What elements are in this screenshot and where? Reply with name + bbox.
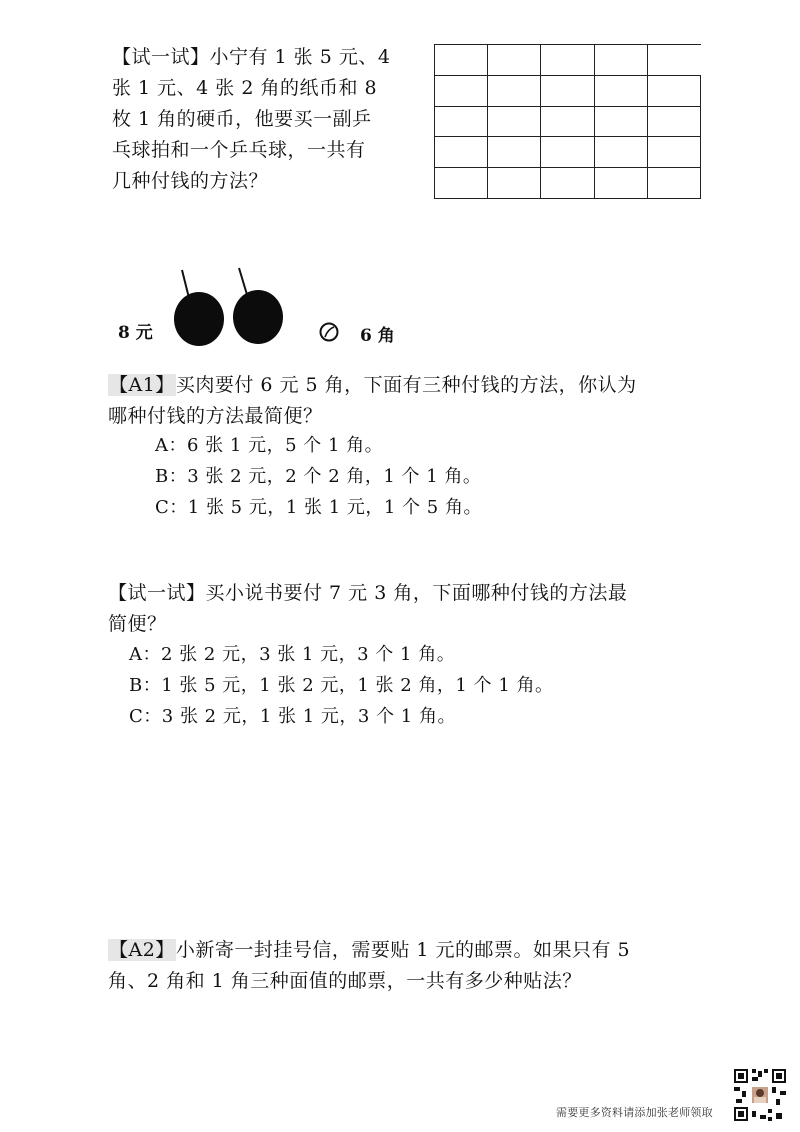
ping-pong-paddles-icon bbox=[168, 266, 288, 346]
question-tag: 【试一试】 bbox=[108, 582, 206, 604]
grid-cell bbox=[594, 106, 647, 137]
question-line: 角、2 角和 1 角三种面值的邮票，一共有多少种贴法？ bbox=[108, 970, 582, 992]
grid-cell bbox=[541, 45, 594, 76]
grid-cell bbox=[488, 137, 541, 168]
question-line: 枚 1 角的硬币，他要买一副乒 bbox=[112, 108, 372, 130]
question-try-2 bbox=[108, 578, 627, 640]
grid-cell bbox=[488, 45, 541, 76]
paddle-left bbox=[174, 292, 224, 346]
option-c: C：3 张 2 元，1 张 1 元，3 个 1 角。 bbox=[129, 706, 456, 727]
question-line: 张 1 元、4 张 2 角的纸币和 8 bbox=[112, 77, 378, 99]
option-a: A：2 张 2 元，3 张 1 元，3 个 1 角。 bbox=[129, 644, 456, 665]
grid-cell bbox=[541, 168, 594, 199]
grid-cell bbox=[435, 168, 488, 199]
grid-cell bbox=[594, 45, 647, 76]
question-line: 买小说书要付 7 元 3 角，下面哪种付钱的方法最 bbox=[205, 582, 628, 604]
grid-cell bbox=[647, 75, 700, 106]
a1-options bbox=[155, 430, 482, 523]
question-line: 买肉要付 6 元 5 角，下面有三种付钱的方法，你认为 bbox=[175, 374, 637, 396]
grid-cell bbox=[435, 75, 488, 106]
question-line: 哪种付钱的方法最简便？ bbox=[108, 405, 323, 427]
option-b: B：3 张 2 元，2 个 2 角，1 个 1 角。 bbox=[155, 466, 482, 487]
grid-cell bbox=[541, 75, 594, 106]
qr-code-icon bbox=[732, 1067, 788, 1123]
grid-cell bbox=[488, 75, 541, 106]
grid-cell bbox=[594, 168, 647, 199]
question-line: 小宁有 1 张 5 元、4 bbox=[209, 46, 391, 68]
grid-cell bbox=[488, 106, 541, 137]
grid-cell bbox=[647, 137, 700, 168]
grid-cell bbox=[488, 168, 541, 199]
grid-cell bbox=[435, 45, 488, 76]
question-line: 简便？ bbox=[108, 613, 167, 635]
grid-cell bbox=[435, 137, 488, 168]
try2-options bbox=[129, 639, 554, 732]
question-tag: 【A1】 bbox=[109, 374, 175, 396]
paddle-price-label: 8 元 bbox=[118, 323, 153, 343]
question-tag: 【试一试】 bbox=[112, 46, 210, 68]
grid-cell bbox=[541, 137, 594, 168]
grid-cell bbox=[647, 106, 700, 137]
ping-pong-ball-icon bbox=[318, 321, 340, 343]
grid-cell bbox=[435, 106, 488, 137]
question-line: 乓球拍和一个乒乓球，一共有 bbox=[112, 139, 366, 161]
grid-cell bbox=[594, 75, 647, 106]
question-a2 bbox=[108, 935, 630, 997]
question-a1 bbox=[108, 370, 637, 432]
paddle-right bbox=[233, 290, 283, 344]
question-line: 几种付钱的方法？ bbox=[112, 170, 269, 192]
question-try-1 bbox=[112, 42, 390, 197]
option-a: A：6 张 1 元，5 个 1 角。 bbox=[155, 435, 384, 456]
grid-cell bbox=[594, 137, 647, 168]
grid-cell bbox=[647, 45, 700, 76]
grid-cell bbox=[541, 106, 594, 137]
grid-cell bbox=[647, 168, 700, 199]
option-c: C：1 张 5 元，1 张 1 元，1 个 5 角。 bbox=[155, 497, 482, 518]
question-line: 小新寄一封挂号信，需要贴 1 元的邮票。如果只有 5 bbox=[175, 939, 631, 961]
answer-grid bbox=[434, 44, 701, 199]
option-b: B：1 张 5 元，1 张 2 元，1 张 2 角，1 个 1 角。 bbox=[129, 675, 554, 696]
question-tag: 【A2】 bbox=[109, 939, 175, 961]
footer-note: 需要更多资料请添加张老师领取 bbox=[556, 1106, 713, 1119]
ball-price-label: 6 角 bbox=[360, 326, 395, 346]
